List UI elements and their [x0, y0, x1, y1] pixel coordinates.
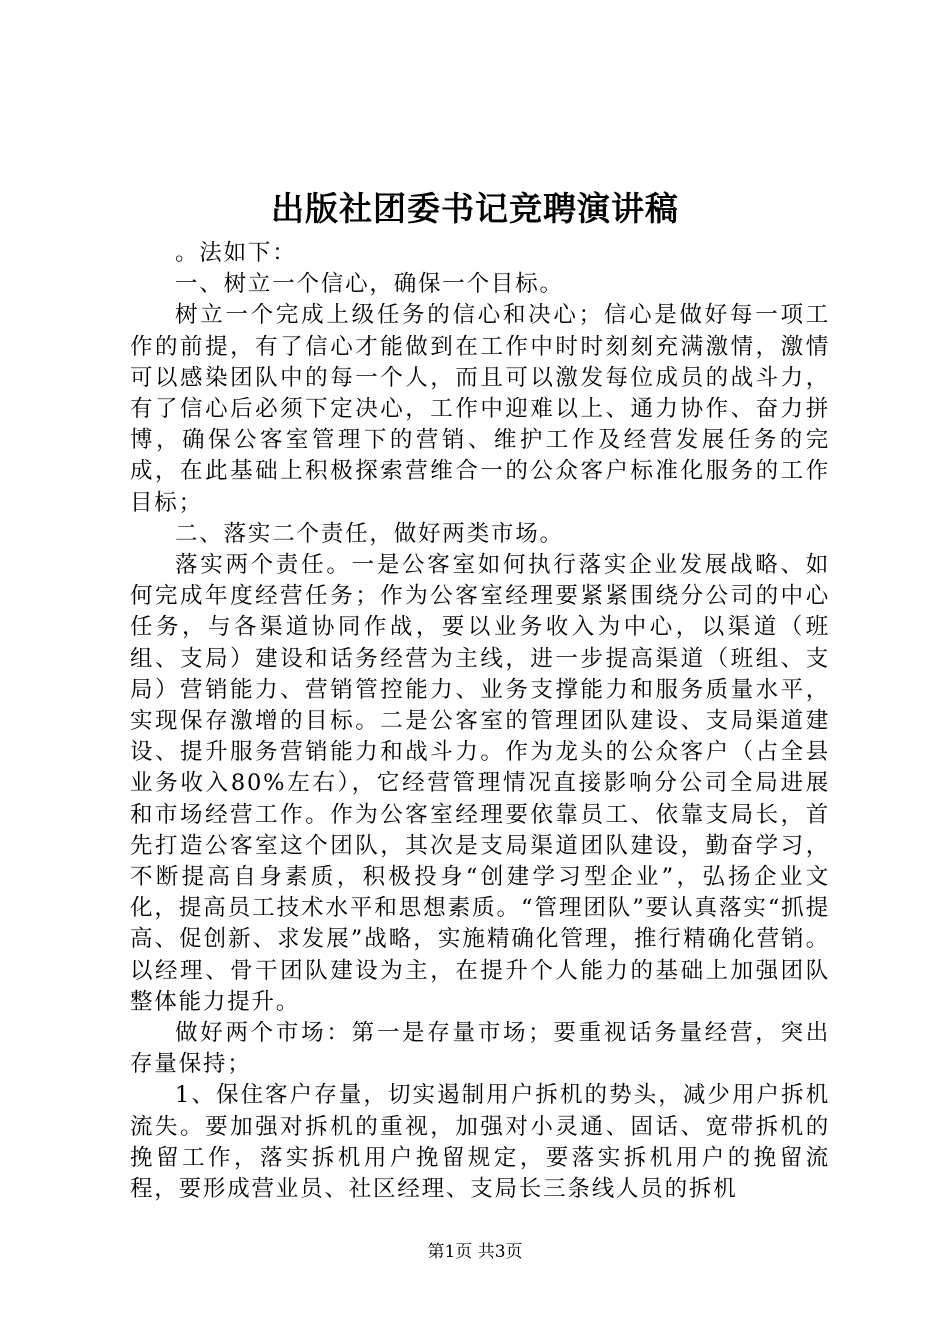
paragraph-confidence: 树立一个完成上级任务的信心和决心；信心是做好每一项工作的前提，有了信心才能做到在工作中时时刻刻充满激情，激情可以感染团队中的每一个人，而且可以激发每位成员的战斗力，有了信心后必须下定决心，工作中迎难以上、通力协作、奋力拼博，确保公客室管理下的营销、维护工作及经营发展任务的完成，在此基础上积极探索营维合一的公众客户标准化服务的工作目标； — [130, 302, 830, 516]
paragraph-item-1: 1、保住客户存量，切实遏制用户拆机的势头，减少用户拆机流失。要加强对拆机的重视，加强对小灵通、固话、宽带拆机的挽留工作，落实拆机用户挽留规定，要落实拆机用户的挽留流程，要形成营业员、社区经理、支局长三条线人员的拆机 — [130, 1082, 830, 1203]
paragraph-heading-1: 一、树立一个信心，确保一个目标。 — [175, 271, 564, 298]
paragraph-heading-2: 二、落实二个责任，做好两类市场。 — [175, 520, 564, 547]
paragraph-responsibilities: 落实两个责任。一是公客室如何执行落实企业发展战略、如何完成年度经营任务；作为公客室经理要紧紧围绕分公司的中心任务，与各渠道协同作战，要以业务收入为中心，以渠道（班组、支局）建设和话务经营为主线，进一步提高渠道（班组、支局）营销能力、营销管控能力、业务支撑能力和服务质量水平，实现保存激增的目标。二是公客室的管理团队建设、支局渠道建设、提升服务营销能力和战斗力。作为龙头的公众客户（占全县业务收入80%左右），它经营管理情况直接影响分公司全局进展和市场经营工作。作为公客室经理要依靠员工、依靠支局长，首先打造公客室这个团队，其次是支局渠道团队建设，勤奋学习，不断提高自身素质，积极投身“创建学习型企业”，弘扬企业文化，提高员工技术水平和思想素质。“管理团队”要认真落实“抓提高、促创新、求发展”战略，实施精确化管理，推行精确化营销。以经理、骨干团队建设为主，在提升个人能力的基础上加强团队整体能力提升。 — [130, 552, 830, 1015]
page-footer: 第1页 共3页 — [427, 1242, 523, 1262]
paragraph-markets: 做好两个市场：第一是存量市场；要重视话务量经营，突出存量保持； — [130, 1020, 830, 1078]
document-title: 出版社团委书记竞聘演讲稿 — [271, 189, 679, 228]
document-body — [130, 238, 830, 1205]
paragraph-intro: 。法如下： — [175, 240, 297, 266]
